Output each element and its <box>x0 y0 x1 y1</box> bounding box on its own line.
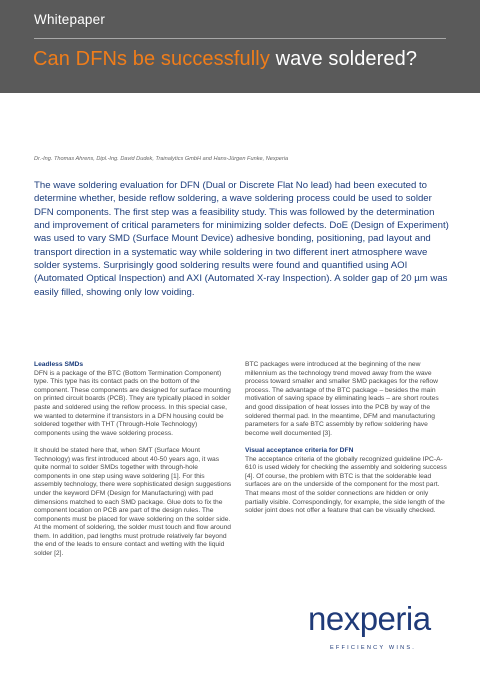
logo-wordmark: nexperia <box>308 600 431 637</box>
right-column <box>245 361 448 516</box>
title-accent: Can DFNs be successfully <box>33 48 270 70</box>
section-heading-leadless-smds: Leadless SMDs <box>34 361 84 368</box>
logo-tagline: EFFICIENCY WINS. <box>330 645 417 651</box>
left-paragraph-2: It should be stated here that, when SMT (Surface Mount Technology) was first introduced about 40-50 years ago, it was quite normal to solder SMDs together with through-hole components in one step using wave soldering [1]. For this assembly technology, there were sophisticated design suggestions under the keyword DFM (Design for Manufacturing) with pad dimensions matched to each SMD package. Glue dots to fix the component location on PCB are part of the design rules. The components must be placed for wave soldering on the solder side. At the moment of soldering, the solder must touch and flow around them. In addition, pad lengths must protrude relatively far beyond the end of the leads to ensure contact and wetting with the liquid solder [2]. <box>34 446 232 558</box>
left-column <box>34 361 234 559</box>
author-line: Dr.-Ing. Thomas Ahrens, Dipl.-Ing. David Dudek, Trainalytics GmbH and Hans-Jürgen Funke, Nexperia <box>34 156 289 162</box>
right-paragraph-1: BTC packages were introduced at the beginning of the new millennium as the technology trend moved away from the wave process toward smaller and smaller SMD packages for the reflow process. The advantage of the BTC package – besides the main motivation of saving space by eliminating leads – are short routes and good dissipation of heat losses into the PCB by way of the soldered thermal pad. In the meantime, DFM and manufacturing parameters for a safe BTC assembly by reflow soldering have become well documented [3]. <box>245 361 439 437</box>
abstract: The wave soldering evaluation for DFN (Dual or Discrete Flat No lead) had been executed to determine whether, beside reflow soldering, a wave soldering process could be used to solder DFN components. The first step was a feasibility study. This was followed by the determination and improvement of critical parameters for minimizing solder defects. DoE (Design of Experiment) was used to vary SMD (Surface Mount Device) adhesive bonding, positioning, pad layout and transport direction in a systematic way while soldering in two different inert atmosphere wave solder systems. Surprisingly good soldering results were found and quantified using AOI (Automated Optical Inspection) and AXI (Automated X-ray Inspection). A solder gap of 20 µm was easily filled, showing only low voiding. <box>34 180 449 298</box>
header-divider <box>34 38 446 39</box>
title-rest: wave soldered? <box>275 48 418 70</box>
document-type-label: Whitepaper <box>34 12 106 27</box>
right-paragraph-2: The acceptance criteria of the globally recognized guideline IPC-A-610 is used widely for checking the assembly and soldering success [4]. Of course, the problem with BTC is that the solderable lead surfaces are on the underside of the component for the most part. That means most of the solder connections are hidden or only partially visible. Correspondingly, for example, the side length of the solder joint does not offer a feature that can be visually checked. <box>245 455 447 515</box>
page-title <box>33 48 417 71</box>
nexperia-logo <box>308 600 448 658</box>
section-heading-visual-acceptance: Visual acceptance criteria for DFN <box>245 446 354 454</box>
header-band <box>0 0 480 93</box>
left-paragraph-1: DFN is a package of the BTC (Bottom Termination Component) type. This type has its contact pads on the bottom of the component. These components are designed for surface mounting on printed circuit boards (PCB). They are typically placed in solder paste and soldered using the reflow process. In this special case, we wanted to determine if transistors in a DFN housing could be soldered together with THT (Through-Hole Technology) components using the wave soldering process. <box>34 369 231 437</box>
